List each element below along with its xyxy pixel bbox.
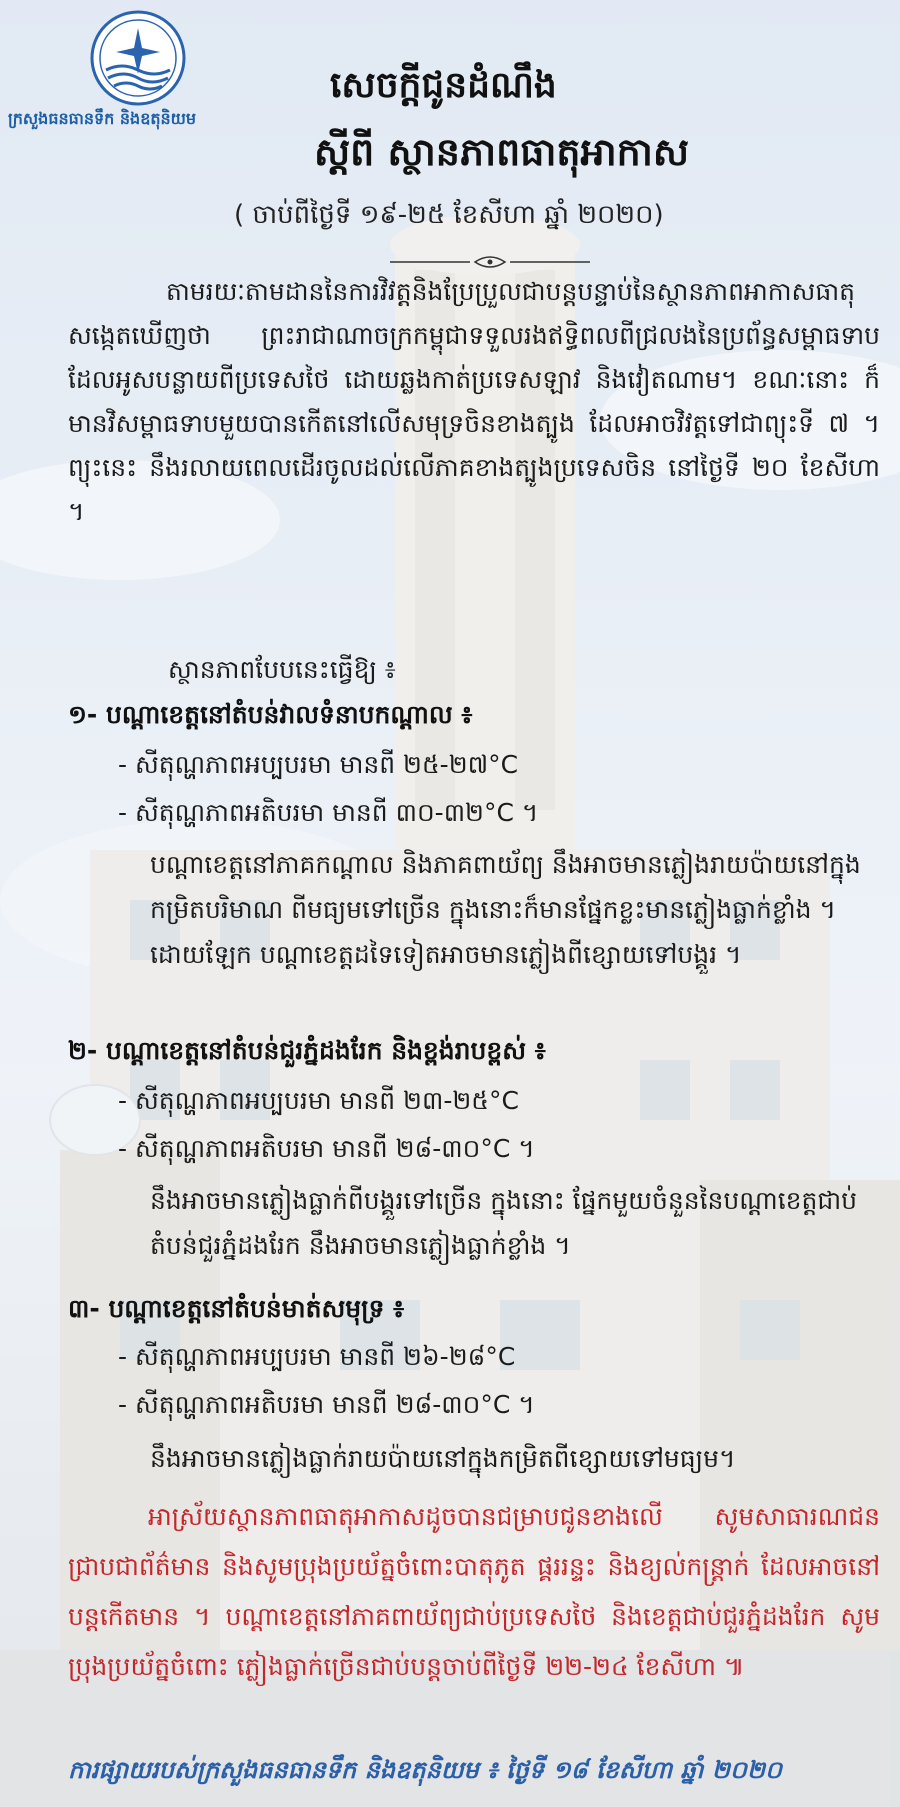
section-3-title: ៣- បណ្តាខេត្តនៅតំបន់មាត់សមុទ្រ ៖	[68, 1294, 405, 1323]
section-1-title: ១- បណ្តាខេត្តនៅតំបន់វាលទំនាបកណ្តាល ៖	[68, 700, 473, 729]
section-3-min-temp: - សីតុណ្ហភាពអប្បបរមា មានពី ២៦-២៨°C	[118, 1342, 516, 1371]
announcement-title: សេចក្តីជូនដំណឹង	[330, 65, 557, 106]
ministry-logo-icon	[82, 8, 194, 108]
warning-paragraph: អាស្រ័យស្ថានភាពធាតុអាកាសដូចបានជម្រាបជូនខាងលើ សូមសាធារណជន ជ្រាបជាព័ត៌មាន និងសូមប្រុងប្រយ័ត្នចំពោះបាតុភូត ផ្គររន្ទះ និងខ្យល់កន្ត្រាក់ ដែលអាចនៅបន្តកើតមាន ។ បណ្តាខេត្តនៅភាគពាយ័ព្យជាប់ប្រទេសថៃ និងខេត្តជាប់ជួរភ្នំដងរែក សូមប្រុងប្រយ័ត្នចំពោះ ភ្លៀងធ្លាក់ច្រើនជាប់បន្តចាប់ពីថ្ងៃទី ២២-២៤ ខែសីហា ៕	[68, 1502, 880, 1681]
ministry-name: ក្រសួងធនធានទឹក និងឧតុនិយម	[8, 109, 197, 128]
intro-paragraph: តាមរយៈតាមដាននៃការវិវត្តនិងប្រែប្រួលជាបន្តបន្ទាប់នៃស្ថានភាពអាកាសធាតុ សង្កេតឃើញថា ព្រះរាជាណាចក្រកម្ពុជាទទួលរងឥទ្ធិពលពីជ្រលងនៃប្រព័ន្ធសម្ពាធទាប ដែលអូសបន្លាយពីប្រទេសថៃ ដោយឆ្លងកាត់ប្រទេសឡាវ និងវៀតណាម។ ខណៈនោះ ក៏មានវិសម្ពាធទាបមួយបានកើតនៅលើសមុទ្រចិនខាងត្បូង ដែលអាចវិវត្តទៅជាព្យុះទី ៧ ។ ព្យុះនេះ នឹងរលាយពេលដើរចូលដល់លើភាគខាងត្បូងប្រទេសចិន នៅថ្ងៃទី ២០ ខែសីហា ។	[68, 277, 880, 526]
section-3-max-temp: - សីតុណ្ហភាពអតិបរមា មានពី ២៨-៣០°C ។	[118, 1390, 535, 1419]
section-1-note: បណ្តាខេត្តនៅភាគកណ្តាល និងភាគពាយ័ព្យ នឹងអាចមានភ្លៀងរាយប៉ាយនៅក្នុងកម្រិតបរិមាណ ពីមធ្យមទៅច្រើន ក្នុងនោះក៏មានផ្នែកខ្លះមានភ្លៀងធ្លាក់ខ្លាំង ។ ដោយឡែក បណ្តាខេត្តដទៃទៀតអាចមានភ្លៀងពីខ្សោយទៅបង្គួរ ។	[150, 850, 861, 969]
section-1-max-temp: - សីតុណ្ហភាពអតិបរមា មានពី ៣០-៣២°C ។	[118, 798, 539, 827]
section-2-title: ២- បណ្តាខេត្តនៅតំបន់ជួរភ្នំដងរែក និងខ្ពង់រាបខ្ពស់ ៖	[68, 1036, 546, 1065]
announcement-subject: ស្តីពី ស្ថានភាពធាតុអាកាស	[314, 130, 690, 174]
causes-heading: ស្ថានភាពបែបនេះធ្វើឱ្យ ៖	[168, 655, 396, 684]
section-1-min-temp: - សីតុណ្ហភាពអប្បបរមា មានពី ២៥-២៧°C	[118, 750, 519, 779]
section-3-note: នឹងអាចមានភ្លៀងធ្លាក់រាយប៉ាយនៅក្នុងកម្រិតពីខ្សោយទៅមធ្យម។	[150, 1444, 736, 1473]
footer-publication-note: ការផ្សាយរបស់ក្រសួងធនធានទឹក និងឧតុនិយម ៖ ថ្ងៃទី ១៨ ខែសីហា ឆ្នាំ ២០២០	[68, 1756, 783, 1784]
announcement-period: ( ចាប់ពីថ្ងៃទី ១៩-២៥ ខែសីហា ឆ្នាំ ២០២០)	[234, 200, 664, 230]
section-2-note: នឹងអាចមានភ្លៀងធ្លាក់ពីបង្គួរទៅច្រើន ក្នុងនោះ ផ្នែកមួយចំនួននៃបណ្តាខេត្តជាប់តំបន់ជួរភ្នំដងរែក នឹងអាចមានភ្លៀងធ្លាក់ខ្លាំង ។	[150, 1186, 858, 1260]
section-2-min-temp: - សីតុណ្ហភាពអប្បបរមា មានពី ២៣-២៥°C	[118, 1086, 519, 1115]
section-2-max-temp: - សីតុណ្ហភាពអតិបរមា មានពី ២៨-៣០°C ។	[118, 1134, 535, 1163]
ornament-divider-icon	[390, 252, 590, 272]
